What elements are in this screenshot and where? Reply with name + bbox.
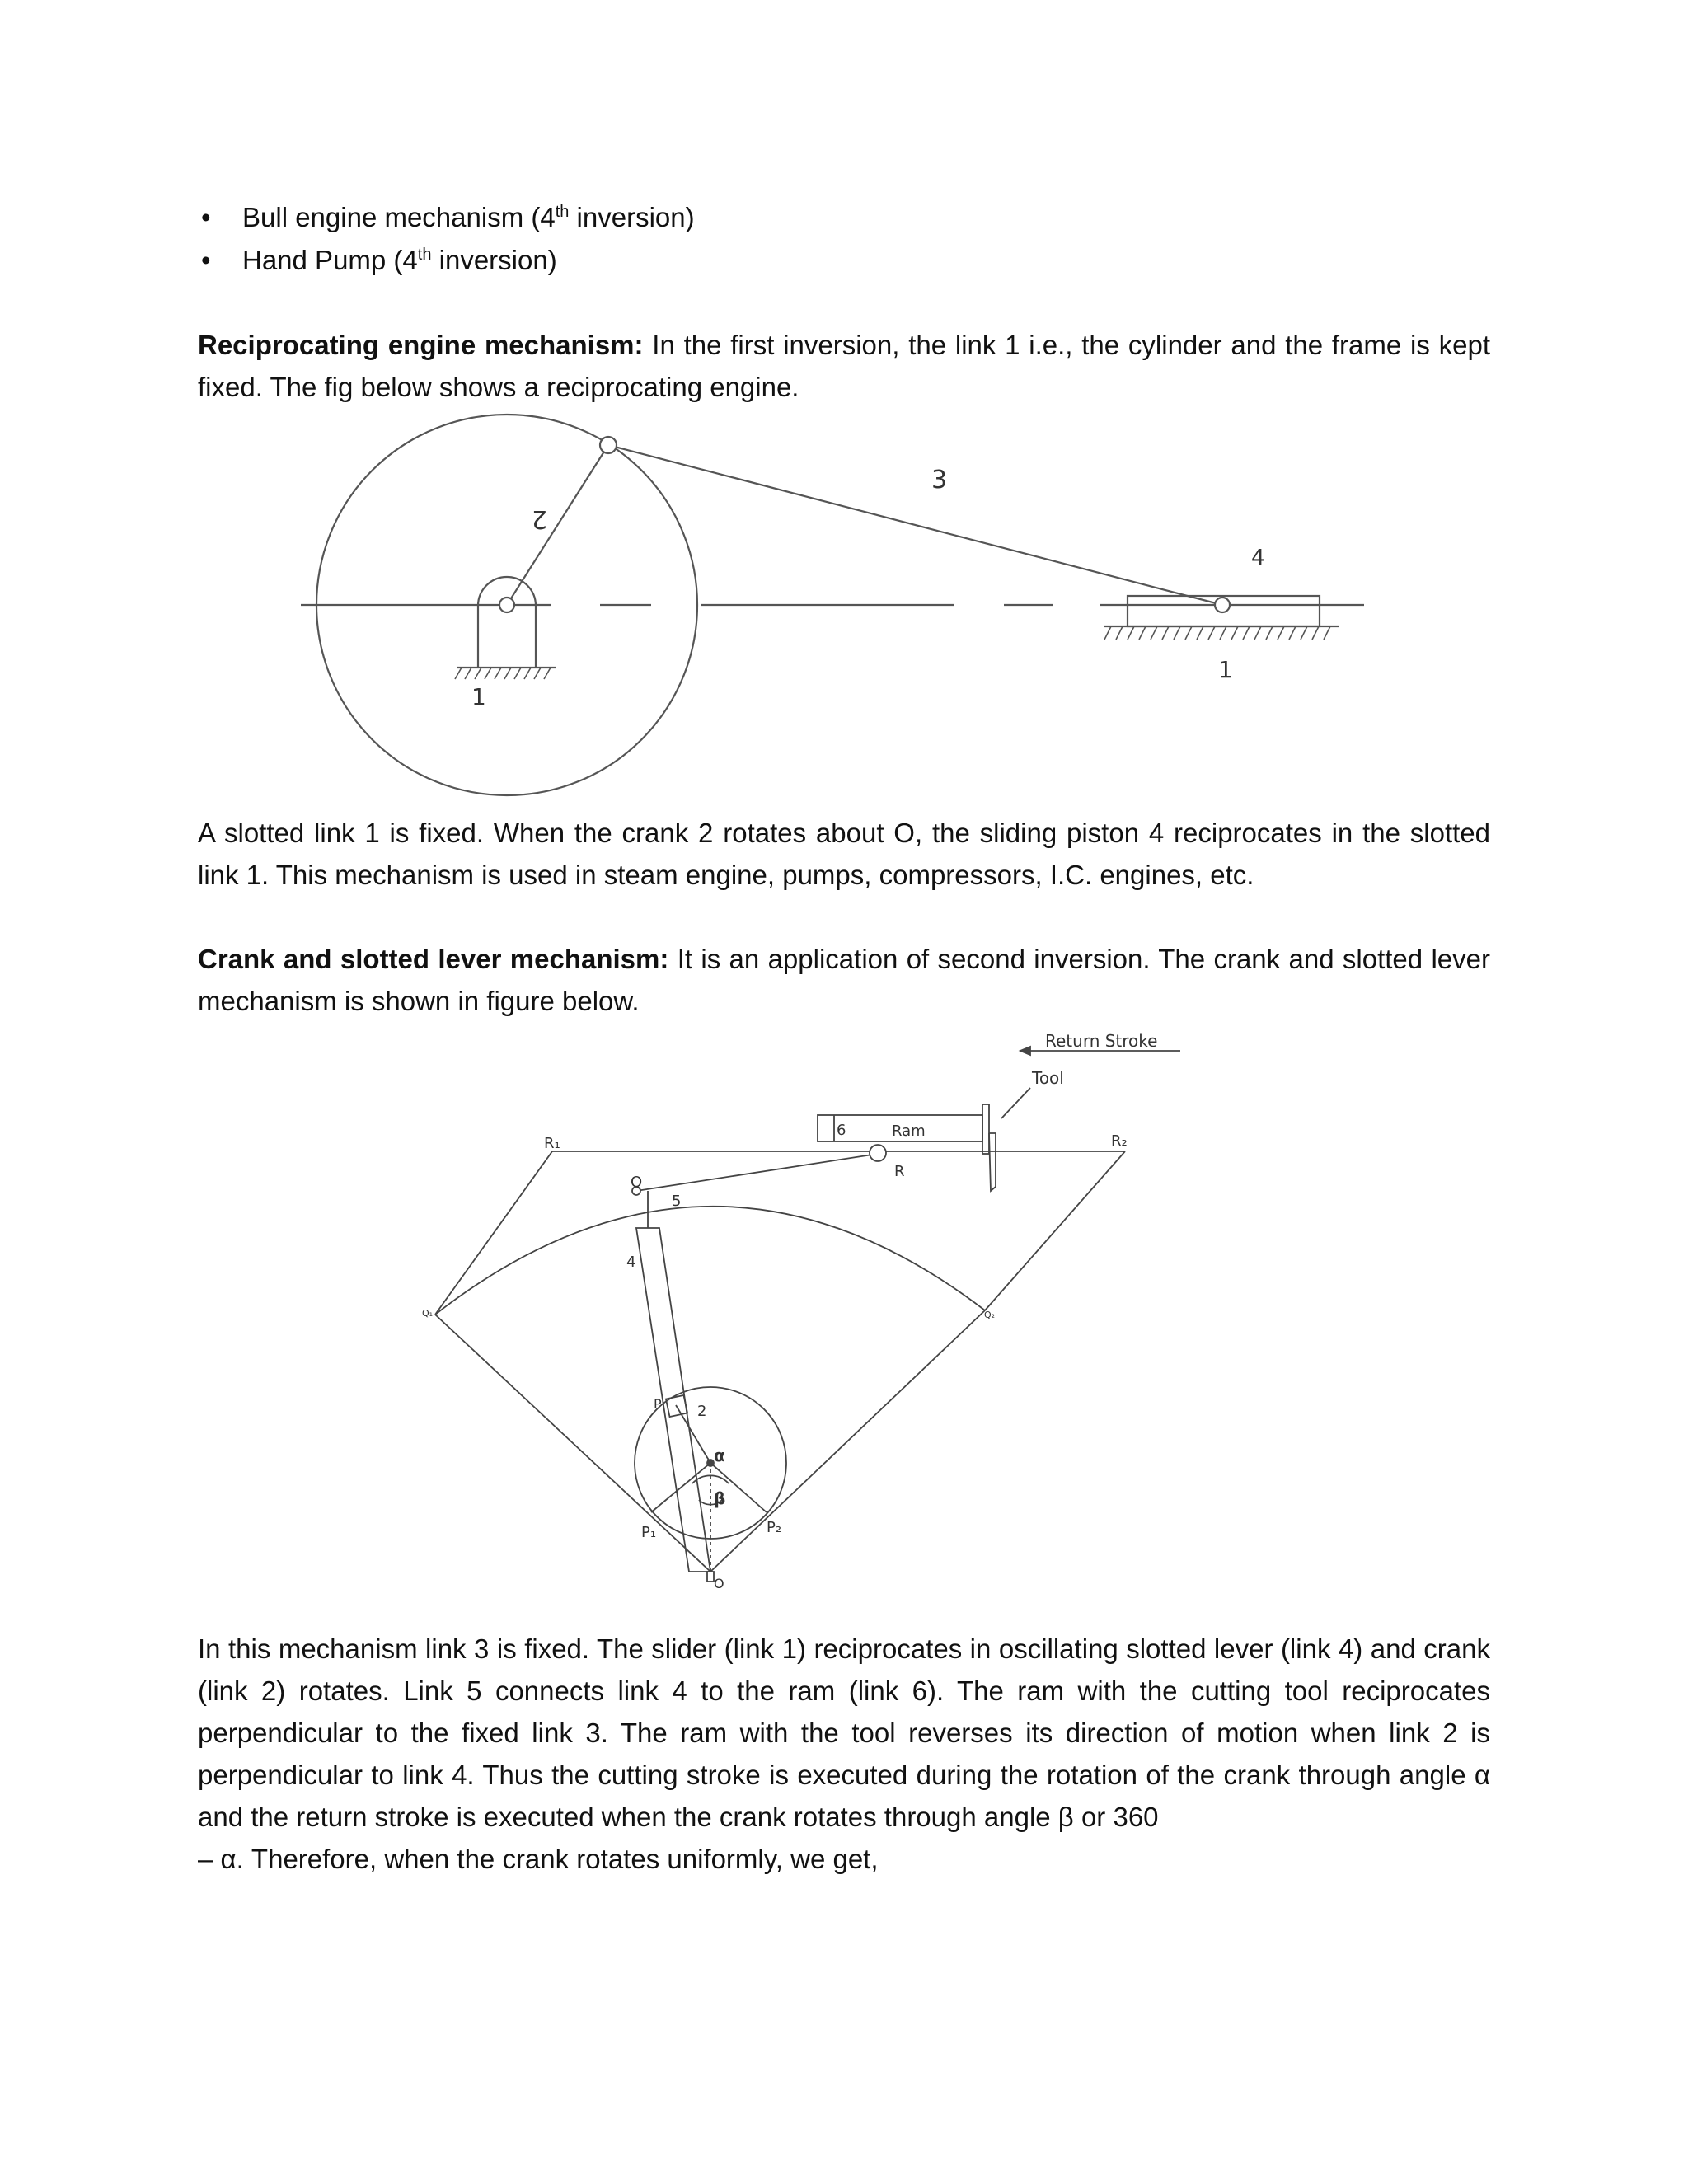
- pin-r: [870, 1145, 886, 1161]
- bullet-item: [201, 239, 557, 281]
- line-r1-q1: [435, 1151, 552, 1315]
- crank-pin-o: [499, 598, 514, 612]
- bullet-item: [201, 196, 695, 238]
- label-r1: R₁: [544, 1135, 560, 1152]
- reciprocating-description: A slotted link 1 is fixed. When the crank 2 rotates about O, the sliding piston 4 reciprocates in the slotted link 1. This mechanism is used in steam engine, pumps, compressors, I.C. engines, etc.: [198, 818, 1490, 890]
- label-alpha: α: [714, 1446, 725, 1465]
- piston-pin: [1215, 598, 1230, 612]
- crank-arm: [507, 445, 608, 605]
- return-stroke-arrow: [1020, 1047, 1030, 1055]
- label-return-stroke: Return Stroke: [1045, 1031, 1158, 1051]
- label-link2: 2: [697, 1403, 707, 1420]
- tool-holder: [982, 1104, 989, 1154]
- label-q2: Q₂: [984, 1310, 996, 1320]
- bullet-sup: th: [555, 203, 570, 221]
- crank-slotted-heading: Crank and slotted lever mechanism:: [198, 944, 669, 974]
- crank-slotted-text: It is an application of second inversion. The crank and slotted lever mechanism is shown in figure below.: [198, 944, 1490, 1016]
- crank-p1: [651, 1463, 710, 1512]
- crank-slotted-description: In this mechanism link 3 is fixed. The slider (link 1) reciprocates in oscillating slotted lever (link 4) and crank (link 2) rotates. Link 5 connects link 4 to the ram (link 6). The ram with the cutting tool reciprocates perpendicular to the fixed link 3. The ram with the tool reverses its direction of motion when link 2 is perpendicular to link 4. Thus the cutting stroke is executed during the rotation of the crank through angle α and the return stroke is executed when the crank rotates through angle β or 360: [198, 1633, 1490, 1832]
- reciprocating-heading: Reciprocating engine mechanism:: [198, 330, 644, 360]
- label-p2: P₂: [767, 1519, 782, 1536]
- slotted-lever: [636, 1228, 710, 1572]
- label-piston: 4: [1251, 546, 1265, 570]
- label-crank: 2: [531, 504, 547, 533]
- reciprocating-engine-figure: [0, 420, 1688, 808]
- label-frame-right: 1: [1218, 656, 1233, 683]
- reciprocating-text: In the first inversion, the link 1 i.e., the cylinder and the frame is kept fixed. The fig below shows a reciprocating engine.: [198, 330, 1490, 402]
- link-5: [636, 1154, 878, 1191]
- label-link4: 4: [626, 1254, 636, 1271]
- bullet-label: Bull engine mechanism (4: [242, 202, 556, 232]
- pin-crank-center: [707, 1460, 714, 1466]
- bullet-dot: •: [201, 245, 211, 275]
- tool: [989, 1133, 996, 1191]
- label-o: O: [714, 1576, 724, 1591]
- crank-slotted-last-line: – α. Therefore, when the crank rotates uniformly, we get,: [198, 1844, 879, 1874]
- label-ram: Ram: [892, 1122, 926, 1140]
- crank-bearing: [478, 577, 536, 668]
- bullet-dot: •: [201, 202, 211, 232]
- connecting-rod: [608, 445, 1222, 605]
- crank-pin: [600, 437, 617, 453]
- bullet-sup: th: [417, 246, 432, 264]
- bullet-label: Hand Pump (4: [242, 245, 418, 275]
- label-p: P: [654, 1396, 662, 1412]
- label-r: R: [894, 1163, 905, 1180]
- label-p1: P₁: [641, 1524, 657, 1541]
- crank-slotted-lever-figure: [0, 1026, 1688, 1591]
- ground-hatch-left: [455, 668, 551, 679]
- bullet-tail: inversion): [569, 202, 695, 232]
- pin-o: [707, 1572, 714, 1582]
- label-r2: R₂: [1111, 1132, 1128, 1150]
- arc-q: [435, 1207, 985, 1315]
- label-frame-left: 1: [471, 683, 486, 710]
- line-r2-q2: [985, 1151, 1125, 1310]
- bullet-tail: inversion): [431, 245, 557, 275]
- label-link5: 5: [672, 1193, 682, 1210]
- label-q1: Q₁: [422, 1308, 434, 1319]
- label-q: Q: [631, 1174, 643, 1191]
- crank-slotted-paragraph: [198, 938, 1490, 1022]
- reciprocating-paragraph: [198, 324, 1490, 408]
- label-beta: β: [714, 1488, 726, 1508]
- lever-extreme-right: [710, 1310, 985, 1572]
- label-tool: Tool: [1032, 1068, 1064, 1088]
- label-connecting-rod: 3: [931, 466, 948, 494]
- label-ram-number: 6: [837, 1122, 846, 1139]
- ground-hatch-right: [1104, 626, 1330, 640]
- tool-pointer: [1001, 1088, 1030, 1118]
